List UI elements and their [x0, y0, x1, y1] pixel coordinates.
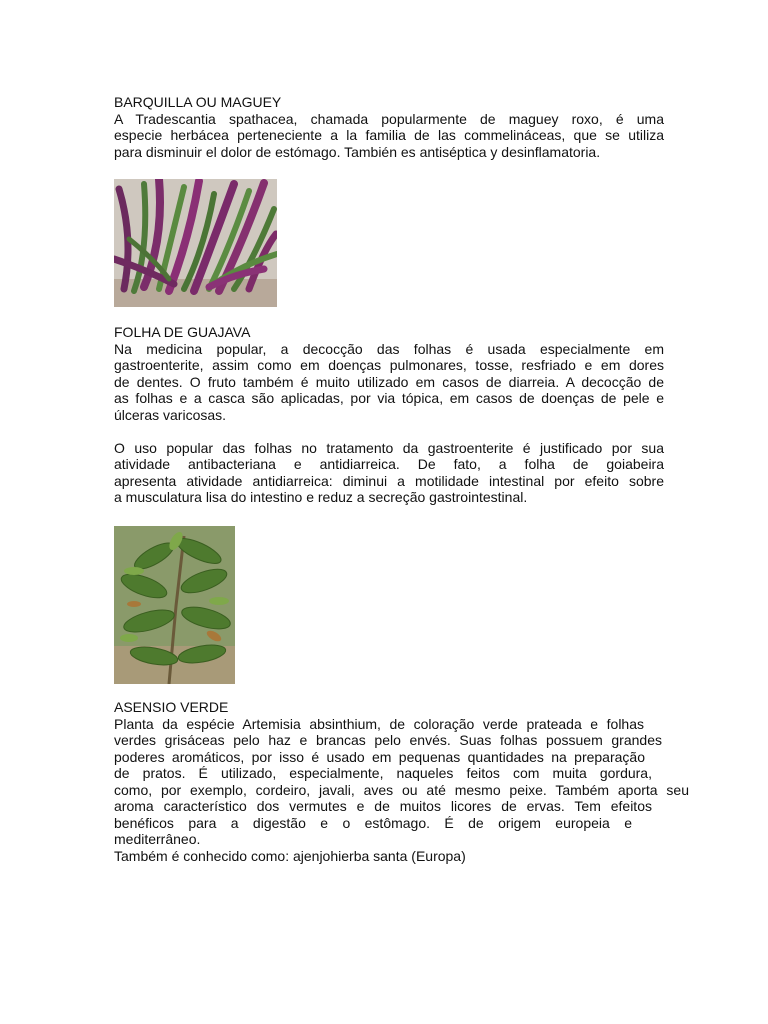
paragraph-line: atividade antibacteriana e antidiarreica. De fato, a folha de goiabeira	[114, 456, 664, 472]
paragraph-line: Na medicina popular, a decocção das folhas é usada especialmente em	[114, 340, 664, 357]
section-title: BARQUILLA OU MAGUEY	[114, 94, 282, 110]
paragraph-line: gastroenterite, assim como em doenças pulmonares, tosse, resfriado e em dores	[114, 357, 664, 373]
paragraph-line: especie herbácea perteneciente a la familia de las commelináceas, que se utiliza	[114, 127, 664, 143]
paragraph-line: de dentes. O fruto também é muito utilizado em casos de diarreia. A decocção de	[114, 373, 664, 390]
paragraph-line: O uso popular das folhas no tratamento da gastroenterite é justificado por sua	[114, 439, 664, 456]
paragraph-line: de pratos. É utilizado, especialmente, naqueles feitos com muita gordura,	[114, 765, 652, 781]
paragraph-line: como, por exemplo, cordeiro, javali, aves ou até mesmo peixe. Também aporta seu	[114, 781, 689, 798]
paragraph-line: apresenta atividade antidiarreica: diminui a motilidade intestinal por efeito sobre	[114, 472, 664, 489]
paragraph-line: a musculatura lisa do intestino e reduz a secreção gastrointestinal.	[114, 489, 528, 505]
guava-leaves-photo	[114, 526, 235, 684]
paragraph-line: úlceras varicosas.	[114, 406, 227, 423]
paragraph-line: aroma característico dos vermutes e de muitos licores de ervas. Tem efeitos	[114, 798, 652, 814]
maguey-plant-photo	[114, 179, 277, 307]
paragraph-line: poderes aromáticos, por isso é usado em pequenas quantidades na preparação	[114, 748, 645, 765]
section-barquilla	[114, 94, 664, 160]
paragraph-line: A Tradescantia spathacea, chamada popularmente de maguey roxo, é uma	[114, 110, 664, 127]
paragraph-line: Planta da espécie Artemisia absinthium, de coloração verde prateada e folhas	[114, 715, 644, 732]
paragraph-line: mediterrâneo.	[114, 831, 201, 847]
paragraph-line: Também é conhecido como: ajenjohierba santa (Europa)	[114, 847, 466, 864]
paragraph-line: para disminuir el dolor de estómago. También es antiséptica y desinflamatoria.	[114, 143, 601, 160]
section-title: ASENSIO VERDE	[114, 699, 229, 715]
paragraph-line: as folhas e a casca são aplicadas, por via tópica, em casos de doenças de pele e	[114, 390, 664, 406]
section-asensio	[114, 699, 689, 864]
paragraph-line: verdes grisáceas pelo haz e brancas pelo envés. Suas folhas possuem grandes	[114, 732, 662, 748]
section-title: FOLHA DE GUAJAVA	[114, 324, 251, 340]
section-guajava	[114, 324, 664, 506]
paragraph-line: benéficos para a digestão e o estômago. É de origem europeia e	[114, 814, 632, 831]
